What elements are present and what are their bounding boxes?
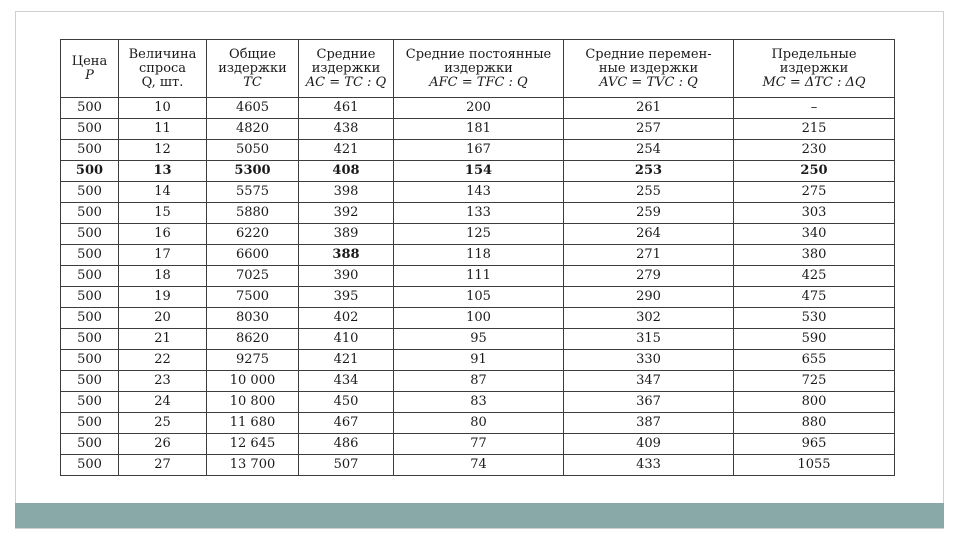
table-row — [61, 224, 895, 245]
cell-afc: 133 — [394, 203, 564, 224]
cell-avc: 330 — [564, 350, 734, 371]
header-quantity: Величина спроса Q, шт. — [119, 40, 207, 98]
cell-marginal-cost: 1055 — [734, 455, 895, 476]
cell-marginal-cost: 530 — [734, 308, 895, 329]
cell-quantity: 21 — [119, 329, 207, 350]
table-row — [61, 287, 895, 308]
cell-average-cost: 408 — [299, 161, 394, 182]
table-body — [61, 98, 895, 476]
cell-total-cost: 7025 — [207, 266, 299, 287]
cell-average-cost: 388 — [299, 245, 394, 266]
cell-total-cost: 5300 — [207, 161, 299, 182]
cell-price: 500 — [61, 308, 119, 329]
table-row — [61, 392, 895, 413]
cell-average-cost: 486 — [299, 434, 394, 455]
cell-avc: 433 — [564, 455, 734, 476]
cell-average-cost: 434 — [299, 371, 394, 392]
cell-marginal-cost: 965 — [734, 434, 895, 455]
cost-table — [60, 39, 895, 476]
cell-marginal-cost: 880 — [734, 413, 895, 434]
cell-price: 500 — [61, 203, 119, 224]
cell-quantity: 16 — [119, 224, 207, 245]
cell-marginal-cost: 250 — [734, 161, 895, 182]
cell-avc: 315 — [564, 329, 734, 350]
cell-afc: 80 — [394, 413, 564, 434]
cell-price: 500 — [61, 434, 119, 455]
cell-average-cost: 461 — [299, 98, 394, 119]
cell-avc: 271 — [564, 245, 734, 266]
table-row — [61, 308, 895, 329]
cell-quantity: 11 — [119, 119, 207, 140]
cell-quantity: 27 — [119, 455, 207, 476]
cell-average-cost: 410 — [299, 329, 394, 350]
cell-total-cost: 4605 — [207, 98, 299, 119]
cell-afc: 154 — [394, 161, 564, 182]
cell-marginal-cost: 725 — [734, 371, 895, 392]
cell-avc: 257 — [564, 119, 734, 140]
cell-quantity: 10 — [119, 98, 207, 119]
cell-quantity: 18 — [119, 266, 207, 287]
cell-afc: 105 — [394, 287, 564, 308]
table-row — [61, 182, 895, 203]
cell-price: 500 — [61, 392, 119, 413]
cell-avc: 387 — [564, 413, 734, 434]
table-row — [61, 119, 895, 140]
cell-total-cost: 13 700 — [207, 455, 299, 476]
cell-quantity: 17 — [119, 245, 207, 266]
table-row — [61, 203, 895, 224]
cell-afc: 95 — [394, 329, 564, 350]
footer-band — [15, 503, 944, 528]
header-marginal-cost: Предельные издержки MC = ΔTC : ΔQ — [734, 40, 895, 98]
cell-afc: 167 — [394, 140, 564, 161]
table-row — [61, 98, 895, 119]
header-price: Цена P — [61, 40, 119, 98]
cell-average-cost: 438 — [299, 119, 394, 140]
cell-marginal-cost: 475 — [734, 287, 895, 308]
header-average-variable-cost: Средние перемен- ные издержки AVC = TVC : Q — [564, 40, 734, 98]
table-row — [61, 245, 895, 266]
cell-afc: 87 — [394, 371, 564, 392]
cell-total-cost: 5880 — [207, 203, 299, 224]
table-row — [61, 329, 895, 350]
cell-price: 500 — [61, 266, 119, 287]
table-row — [61, 161, 895, 182]
cell-average-cost: 389 — [299, 224, 394, 245]
cell-average-cost: 390 — [299, 266, 394, 287]
cell-total-cost: 4820 — [207, 119, 299, 140]
cell-marginal-cost: 275 — [734, 182, 895, 203]
cell-marginal-cost: 590 — [734, 329, 895, 350]
cell-avc: 409 — [564, 434, 734, 455]
cell-afc: 181 — [394, 119, 564, 140]
cell-quantity: 24 — [119, 392, 207, 413]
cell-total-cost: 7500 — [207, 287, 299, 308]
table-row — [61, 140, 895, 161]
header-row — [61, 40, 895, 98]
cell-average-cost: 395 — [299, 287, 394, 308]
cell-quantity: 14 — [119, 182, 207, 203]
cell-avc: 253 — [564, 161, 734, 182]
cell-total-cost: 6600 — [207, 245, 299, 266]
cell-afc: 143 — [394, 182, 564, 203]
cell-price: 500 — [61, 329, 119, 350]
cell-price: 500 — [61, 455, 119, 476]
cell-quantity: 25 — [119, 413, 207, 434]
cell-afc: 118 — [394, 245, 564, 266]
cell-quantity: 26 — [119, 434, 207, 455]
cell-marginal-cost: 215 — [734, 119, 895, 140]
cell-marginal-cost: 425 — [734, 266, 895, 287]
cell-average-cost: 421 — [299, 140, 394, 161]
cell-total-cost: 8620 — [207, 329, 299, 350]
cell-total-cost: 10 000 — [207, 371, 299, 392]
cell-avc: 255 — [564, 182, 734, 203]
cell-quantity: 22 — [119, 350, 207, 371]
cell-price: 500 — [61, 98, 119, 119]
cell-afc: 83 — [394, 392, 564, 413]
table-row — [61, 350, 895, 371]
cell-marginal-cost: 380 — [734, 245, 895, 266]
cell-avc: 347 — [564, 371, 734, 392]
cell-marginal-cost: 303 — [734, 203, 895, 224]
cell-avc: 261 — [564, 98, 734, 119]
cell-total-cost: 8030 — [207, 308, 299, 329]
cell-afc: 200 — [394, 98, 564, 119]
cell-avc: 279 — [564, 266, 734, 287]
cell-price: 500 — [61, 350, 119, 371]
cell-afc: 77 — [394, 434, 564, 455]
table-row — [61, 413, 895, 434]
cell-avc: 367 — [564, 392, 734, 413]
cell-average-cost: 421 — [299, 350, 394, 371]
table-row — [61, 266, 895, 287]
cell-price: 500 — [61, 224, 119, 245]
cell-price: 500 — [61, 161, 119, 182]
cell-marginal-cost: – — [734, 98, 895, 119]
cell-quantity: 12 — [119, 140, 207, 161]
cell-avc: 302 — [564, 308, 734, 329]
table-row — [61, 455, 895, 476]
cell-average-cost: 467 — [299, 413, 394, 434]
cell-price: 500 — [61, 287, 119, 308]
cell-marginal-cost: 800 — [734, 392, 895, 413]
cell-total-cost: 9275 — [207, 350, 299, 371]
cell-price: 500 — [61, 413, 119, 434]
cell-marginal-cost: 655 — [734, 350, 895, 371]
header-total-cost: Общие издержки TC — [207, 40, 299, 98]
cell-quantity: 20 — [119, 308, 207, 329]
cell-average-cost: 398 — [299, 182, 394, 203]
cell-avc: 290 — [564, 287, 734, 308]
cell-quantity: 23 — [119, 371, 207, 392]
cell-price: 500 — [61, 140, 119, 161]
cell-average-cost: 392 — [299, 203, 394, 224]
cell-marginal-cost: 230 — [734, 140, 895, 161]
cell-quantity: 13 — [119, 161, 207, 182]
cell-quantity: 19 — [119, 287, 207, 308]
header-average-cost: Средние издержки AC = TC : Q — [299, 40, 394, 98]
cell-average-cost: 507 — [299, 455, 394, 476]
cell-total-cost: 12 645 — [207, 434, 299, 455]
cell-total-cost: 5575 — [207, 182, 299, 203]
cell-price: 500 — [61, 182, 119, 203]
table-row — [61, 371, 895, 392]
cell-avc: 259 — [564, 203, 734, 224]
cell-average-cost: 402 — [299, 308, 394, 329]
cell-total-cost: 11 680 — [207, 413, 299, 434]
cell-avc: 254 — [564, 140, 734, 161]
cell-avc: 264 — [564, 224, 734, 245]
cell-afc: 125 — [394, 224, 564, 245]
cell-total-cost: 10 800 — [207, 392, 299, 413]
cell-afc: 74 — [394, 455, 564, 476]
cell-quantity: 15 — [119, 203, 207, 224]
cell-price: 500 — [61, 119, 119, 140]
cell-total-cost: 6220 — [207, 224, 299, 245]
cell-afc: 100 — [394, 308, 564, 329]
cell-average-cost: 450 — [299, 392, 394, 413]
table-row — [61, 434, 895, 455]
cell-price: 500 — [61, 245, 119, 266]
cell-afc: 91 — [394, 350, 564, 371]
header-average-fixed-cost: Средние постоянные издержки AFC = TFC : Q — [394, 40, 564, 98]
cell-afc: 111 — [394, 266, 564, 287]
cell-price: 500 — [61, 371, 119, 392]
cell-marginal-cost: 340 — [734, 224, 895, 245]
cell-total-cost: 5050 — [207, 140, 299, 161]
